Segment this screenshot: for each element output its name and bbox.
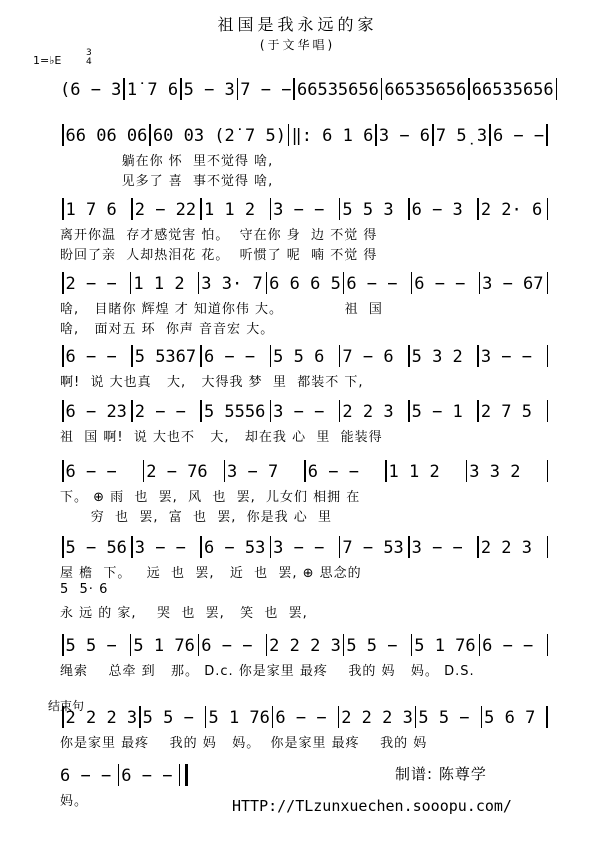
barline bbox=[200, 536, 202, 558]
barline bbox=[272, 706, 274, 728]
measure: 3 − − bbox=[480, 347, 532, 367]
barline bbox=[200, 198, 202, 220]
measure: 2 2 2 3 bbox=[341, 708, 413, 728]
staff-row bbox=[60, 272, 550, 294]
measure: 3 − − bbox=[273, 402, 325, 422]
barline bbox=[270, 400, 272, 422]
barline bbox=[270, 345, 272, 367]
staff-row bbox=[60, 345, 550, 367]
measure: 1 7 6 bbox=[65, 200, 117, 220]
lyric-line: 离开你温 存才感觉害 怕。 守在你 身 边 不觉 得 bbox=[60, 228, 378, 243]
barline bbox=[408, 400, 410, 422]
key-signature: 1=♭E bbox=[33, 54, 62, 67]
measure: 3 − 6 bbox=[378, 126, 431, 146]
staff-row bbox=[60, 706, 550, 728]
measure: 6 − − bbox=[275, 708, 327, 728]
measure: 3 − − bbox=[273, 538, 325, 558]
barline bbox=[200, 345, 202, 367]
measure: 5 3 2 bbox=[411, 347, 463, 367]
measure: 5 − 1 bbox=[411, 402, 463, 422]
measure: ‖: 6 1 6 bbox=[291, 126, 374, 146]
barline bbox=[62, 460, 64, 482]
barline bbox=[180, 78, 182, 100]
barline bbox=[62, 272, 64, 294]
barline bbox=[62, 400, 64, 422]
lyric-line: 啥, 目睹你 辉煌 才 知道你伟 大。 祖 国 bbox=[60, 302, 383, 317]
barline bbox=[547, 345, 549, 367]
barline bbox=[339, 345, 341, 367]
measure: 6 − − bbox=[203, 347, 256, 367]
barline bbox=[131, 400, 133, 422]
barline bbox=[481, 706, 483, 728]
barline bbox=[266, 634, 268, 656]
barline bbox=[408, 198, 410, 220]
measure: 6 − − bbox=[307, 462, 359, 482]
lyric-line: 妈。 bbox=[60, 794, 89, 809]
barline bbox=[130, 272, 132, 294]
barline bbox=[270, 198, 272, 220]
measure: 3 − 7 bbox=[227, 462, 279, 482]
measure: 5 1 76 bbox=[208, 708, 270, 728]
measure: 3 − 67 bbox=[482, 274, 544, 294]
measure: 66535656 bbox=[471, 80, 554, 100]
measure: 6 − − bbox=[201, 636, 253, 656]
measure: 5 5 − bbox=[65, 636, 117, 656]
song-title: 祖国是我永远的家 bbox=[217, 15, 378, 34]
barline bbox=[408, 536, 410, 558]
measure: 6 − 3 bbox=[411, 200, 463, 220]
measure: 2 2 2 3 bbox=[269, 636, 341, 656]
measure: 5 5 − bbox=[142, 708, 194, 728]
lyric-line: 永 远 的 家, 哭 也 罢, 笑 也 罢, bbox=[60, 606, 308, 621]
measure: 3 − − bbox=[411, 538, 463, 558]
measure: 6 − − bbox=[482, 636, 534, 656]
measure: 6 − − bbox=[65, 462, 117, 482]
barline bbox=[546, 124, 548, 146]
time-signature bbox=[86, 49, 92, 67]
staff-row bbox=[60, 78, 554, 100]
barline bbox=[375, 124, 377, 146]
measure: 2 7 5 bbox=[480, 402, 532, 422]
barline bbox=[179, 764, 188, 786]
measure: 7 − 6 bbox=[342, 347, 394, 367]
measure: 6 − − bbox=[346, 274, 398, 294]
barline bbox=[62, 124, 64, 146]
barline bbox=[547, 634, 549, 656]
barline bbox=[477, 536, 479, 558]
measure: 5 5367 bbox=[134, 347, 197, 367]
staff-row bbox=[60, 460, 550, 482]
measure: 3 − − bbox=[273, 200, 325, 220]
lyric-line: 盼回了亲 人却热泪花 花。 听惯了 呢 喃 不觉 得 bbox=[60, 248, 378, 263]
barline bbox=[62, 198, 64, 220]
barline bbox=[130, 634, 132, 656]
lyric-line: 5 5· 6 bbox=[60, 582, 109, 597]
measure: 1 1 2 bbox=[203, 200, 256, 220]
measure: 2 2 3 bbox=[342, 402, 394, 422]
barline bbox=[237, 78, 239, 100]
barline bbox=[131, 345, 133, 367]
barline bbox=[466, 460, 468, 482]
barline bbox=[432, 124, 434, 146]
measure: 6 − − bbox=[492, 126, 545, 146]
measure: 5 6 7 bbox=[484, 708, 536, 728]
measure: 1 1 2 bbox=[133, 274, 185, 294]
barline bbox=[131, 198, 133, 220]
meter-bottom: 4 bbox=[86, 57, 92, 67]
measure: 5 5 − bbox=[418, 708, 470, 728]
barline bbox=[547, 198, 549, 220]
measure: 7 − 53 bbox=[342, 538, 404, 558]
ending-label: 结束句 bbox=[48, 699, 85, 713]
measure: 3 3· 7 bbox=[201, 274, 263, 294]
measure: 2 2 3 bbox=[480, 538, 532, 558]
measure: 7 5̣ 3 bbox=[435, 126, 488, 146]
measure: 66 06 06 bbox=[65, 126, 148, 146]
measure: 6 − − bbox=[121, 766, 173, 786]
measure: 6 − − bbox=[414, 274, 466, 294]
measure: 3 − − bbox=[134, 538, 186, 558]
measure: 2 2· 6 bbox=[480, 200, 543, 220]
barline bbox=[479, 272, 481, 294]
measure: 2 − 22 bbox=[134, 200, 197, 220]
measure: 60 03 (2̇ 7 5) bbox=[152, 126, 286, 146]
barline bbox=[477, 198, 479, 220]
measure: 5 1 76 bbox=[414, 636, 476, 656]
barline bbox=[343, 634, 345, 656]
barline bbox=[139, 706, 141, 728]
measure: 7 − − bbox=[240, 80, 292, 100]
staff-row bbox=[60, 124, 550, 146]
barline bbox=[200, 400, 202, 422]
barline bbox=[477, 400, 479, 422]
barline bbox=[489, 124, 491, 146]
measure: 6 − 23 bbox=[65, 402, 127, 422]
lyric-line: 躺在你 怀 里不觉得 啥, bbox=[60, 154, 274, 169]
lyric-line: 下。 ⊕ 雨 也 罢, 风 也 罢, 儿女们 相拥 在 bbox=[60, 490, 361, 505]
barline bbox=[293, 78, 295, 100]
measure: 1 1 2 bbox=[388, 462, 440, 482]
barline bbox=[62, 536, 64, 558]
transcriber-credit: 制谱: 陈尊学 bbox=[395, 765, 487, 783]
measure: 5 5556 bbox=[203, 402, 266, 422]
meter-top: 3 bbox=[86, 48, 92, 58]
barline bbox=[339, 198, 341, 220]
measure: 6 6 6 5 bbox=[269, 274, 341, 294]
measure: 2 − 76 bbox=[146, 462, 208, 482]
lyric-line: 啥, 面对五 环 你声 音音宏 大。 bbox=[60, 322, 275, 337]
measure: 5 1 76 bbox=[133, 636, 195, 656]
lyric-line: 见多了 喜 事不觉得 啥, bbox=[60, 174, 274, 189]
singer-credit: (于文华唱) bbox=[259, 38, 336, 52]
barline bbox=[547, 272, 549, 294]
barline bbox=[408, 345, 410, 367]
lyric-line: 屋 檐 下。 远 也 罢, 近 也 罢, ⊕ 思念的 bbox=[60, 566, 362, 581]
measure: 2 2 2 3 bbox=[65, 708, 138, 728]
barline bbox=[288, 124, 290, 146]
measure: 6 − 53 bbox=[203, 538, 266, 558]
barline bbox=[62, 634, 64, 656]
measure: 66535656 bbox=[296, 80, 379, 100]
measure: 2 − − bbox=[134, 402, 186, 422]
measure: 5 5 3 bbox=[342, 200, 394, 220]
barline bbox=[547, 460, 549, 482]
barline bbox=[546, 706, 548, 728]
lyric-line: 你是家里 最疼 我的 妈 妈。 你是家里 最疼 我的 妈 bbox=[60, 736, 428, 751]
measure: 5 − 56 bbox=[65, 538, 127, 558]
barline bbox=[62, 345, 64, 367]
barline bbox=[149, 124, 151, 146]
staff-row bbox=[60, 764, 190, 786]
measure: 6 − − bbox=[60, 766, 112, 786]
barline bbox=[338, 706, 340, 728]
barline bbox=[205, 706, 207, 728]
measure: 6 − − bbox=[65, 347, 117, 367]
barline bbox=[118, 764, 120, 786]
barline bbox=[224, 460, 226, 482]
barline bbox=[556, 78, 558, 100]
measure: 5 − 3 bbox=[183, 80, 235, 100]
measure: 3 3 2 bbox=[469, 462, 521, 482]
barline bbox=[343, 272, 345, 294]
measure: 66535656 bbox=[384, 80, 467, 100]
barline bbox=[131, 536, 133, 558]
measure: (6 − 3 bbox=[60, 80, 122, 100]
measure: 5 5 6 bbox=[273, 347, 325, 367]
measure: 2 − − bbox=[65, 274, 117, 294]
barline bbox=[547, 536, 549, 558]
staff-row bbox=[60, 198, 550, 220]
barline bbox=[339, 400, 341, 422]
barline bbox=[385, 460, 387, 482]
barline bbox=[270, 536, 272, 558]
lyric-line: 祖 国 啊! 说 大也不 大, 却在我 心 里 能装得 bbox=[60, 430, 383, 445]
measure: 1̇ 7 6 bbox=[126, 80, 179, 100]
barline bbox=[339, 536, 341, 558]
barline bbox=[123, 78, 125, 100]
barline bbox=[411, 634, 413, 656]
barline bbox=[198, 634, 200, 656]
barline bbox=[304, 460, 306, 482]
staff-row bbox=[60, 536, 550, 558]
barline bbox=[479, 634, 481, 656]
barline bbox=[415, 706, 417, 728]
barline bbox=[547, 400, 549, 422]
barline bbox=[468, 78, 470, 100]
barline bbox=[411, 272, 413, 294]
barline bbox=[266, 272, 268, 294]
staff-row bbox=[60, 400, 550, 422]
barline bbox=[381, 78, 383, 100]
barline bbox=[143, 460, 145, 482]
barline bbox=[198, 272, 200, 294]
source-url: HTTP://TLzunxuechen.sooopu.com/ bbox=[232, 797, 512, 815]
measure: 5 5 − bbox=[346, 636, 398, 656]
lyric-line: 绳索 总牵 到 那。 D.c. 你是家里 最疼 我的 妈 妈。 D.S. bbox=[60, 664, 475, 679]
lyric-line: 穷 也 罢, 富 也 罢, 你是我 心 里 bbox=[60, 510, 333, 525]
lyric-line: 啊! 说 大也真 大, 大得我 梦 里 都装不 下, bbox=[60, 375, 364, 390]
barline bbox=[477, 345, 479, 367]
staff-row bbox=[60, 634, 550, 656]
